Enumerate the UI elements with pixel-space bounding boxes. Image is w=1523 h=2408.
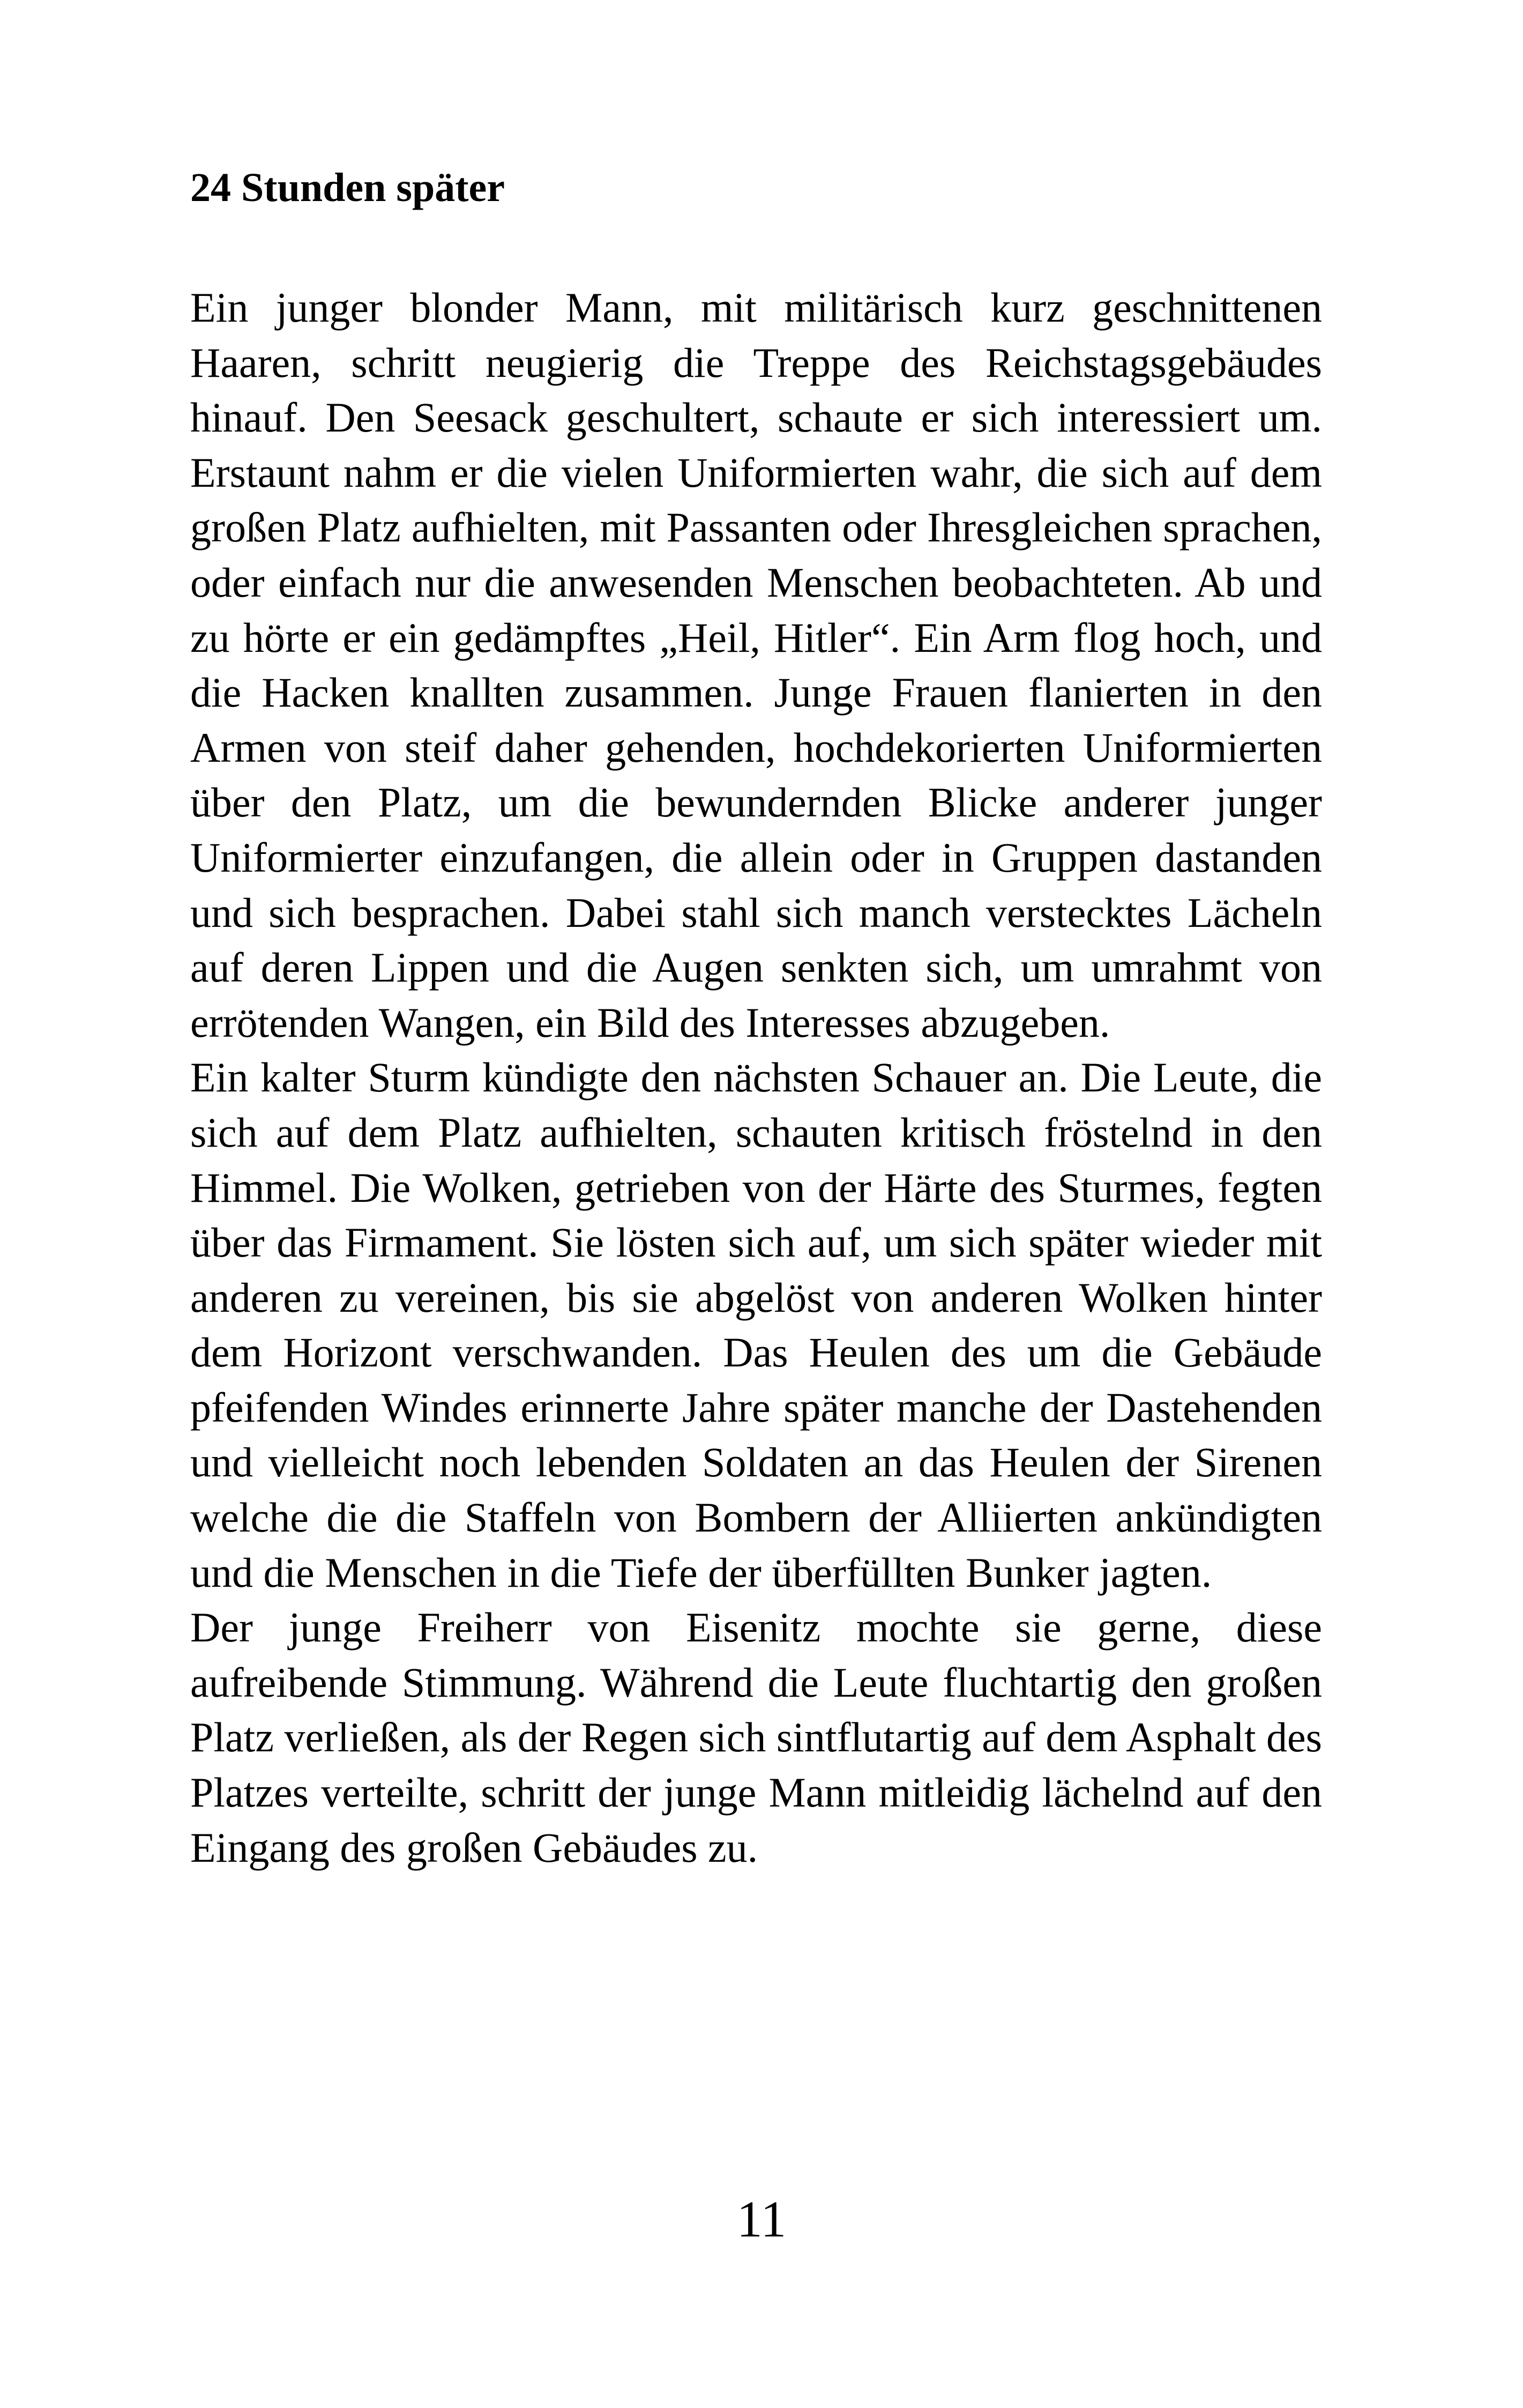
page-number: 11 [736,2190,787,2248]
page-body [190,161,1322,1875]
paragraph-1: Ein junger blonder Mann, mit militärisch kurz geschnittenen Haaren, schritt neugierig die Treppe des Reichstagsgebäudes hinauf. Den Seesack geschultert, schaute er sich interessiert um. Erstaunt nahm er die vielen Uniformierten wahr, die sich auf dem großen Platz aufhielten, mit Passanten oder Ihresgleichen sprachen, oder einfach nur die anwesenden Menschen beobachteten. Ab und zu hörte er ein gedämpftes „Heil, Hitler“. Ein Arm flog hoch, und die Hacken knallten zusammen. Junge Frauen flanierten in den Armen von steif daher gehenden, hochdekorierten Uniformierten über den Platz, um die bewundernden Blicke anderer junger Uniformierter einzufangen, die allein oder in Gruppen dastanden und sich besprachen. Dabei stahl sich manch verstecktes Lächeln auf deren Lippen und die Augen senkten sich, um umrahmt von errötenden Wangen, ein Bild des Interesses abzugeben. [190,284,1322,1046]
paragraph-2: Ein kalter Sturm kündigte den nächsten Schauer an. Die Leute, die sich auf dem Platz aufhielten, schauten kritisch fröstelnd in den Himmel. Die Wolken, getrieben von der Härte des Sturmes, fegten über das Firmament. Sie lösten sich auf, um sich später wieder mit anderen zu vereinen, bis sie abgelöst von anderen Wolken hinter dem Horizont verschwanden. Das Heulen des um die Gebäude pfeifenden Windes erinnerte Jahre später manche der Dastehenden und vielleicht noch lebenden Soldaten an das Heulen der Sirenen welche die die Staffeln von Bombern der Alliierten ankündigten und die Menschen in die Tiefe der überfüllten Bunker jagten. [190,1054,1322,1596]
chapter-heading: 24 Stunden später [190,165,505,210]
paragraph-3: Der junge Freiherr von Eisenitz mochte sie gerne, diese aufreibende Stimmung. Während die Leute fluchtartig den großen Platz verließen, als der Regen sich sintflutartig auf dem Asphalt des Platzes verteilte, schritt der junge Mann mitleidig lächelnd auf den Eingang des großen Gebäudes zu. [190,1604,1322,1871]
